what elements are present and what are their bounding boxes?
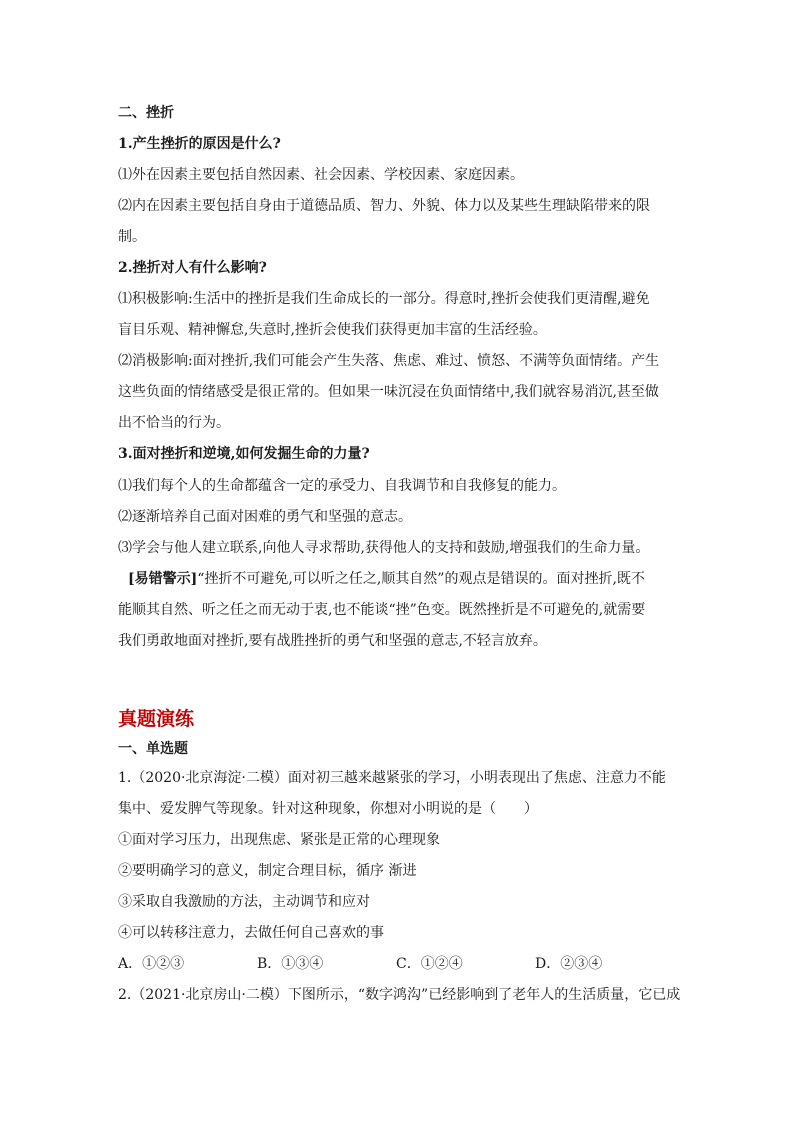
answer-option-c[interactable]: C．①②④ [396, 956, 463, 972]
paragraph: ⑵内在因素主要包括自身由于道德品质、智力、外貌、体力以及某些生理缺陷带来的限 [118, 198, 650, 214]
paragraph: 出不恰当的行为。 [118, 415, 230, 431]
paragraph: 盲目乐观、精神懈怠,失意时,挫折会使我们获得更加丰富的生活经验。 [118, 322, 547, 338]
statement-item: ②要明确学习的意义，制定合理目标，循序 渐进 [118, 863, 417, 879]
practice-title: 真题演练 [118, 708, 195, 730]
paragraph: ⑴积极影响:生活中的挫折是我们生命成长的一部分。得意时,挫折会使我们更清醒,避免 [118, 291, 650, 307]
question-stem: 1.（2020·北京海淀·二模）面对初三越来越紧张的学习，小明表现出了焦虑、注意力不能 [118, 770, 666, 786]
question-title-1: 1.产生挫折的原因是什么? [118, 136, 281, 152]
warning-label: [易错警示] [128, 571, 198, 587]
answer-option-a[interactable]: A．①②③ [118, 956, 185, 972]
paragraph: ⑵消极影响:面对挫折,我们可能会产生失落、焦虑、难过、愤怒、不满等负面情绪。产生 [118, 353, 660, 369]
practice-subheading: 一、单选题 [118, 741, 188, 757]
warning-paragraph [128, 569, 645, 589]
statement-item: ④可以转移注意力，去做任何自己喜欢的事 [118, 925, 384, 941]
paragraph: 我们勇敢地面对挫折,要有战胜挫折的勇气和坚强的意志,不轻言放弃。 [118, 633, 547, 649]
paragraph: ⑵逐渐培养自己面对困难的勇气和坚强的意志。 [118, 509, 412, 525]
paragraph: ⑶学会与他人建立联系,向他人寻求帮助,获得他人的支持和鼓励,增强我们的生命力量。 [118, 540, 650, 556]
question-title-2: 2.挫折对人有什么影响? [118, 260, 267, 276]
statement-item: ①面对学习压力，出现焦虑、紧张是正常的心理现象 [118, 832, 440, 848]
paragraph: ⑴我们每个人的生命都蕴含一定的承受力、自我调节和自我修复的能力。 [118, 478, 566, 494]
question-title-3: 3.面对挫折和逆境,如何发掘生命的力量? [118, 446, 370, 462]
warning-text: “挫折不可避免,可以听之任之,顺其自然”的观点是错误的。面对挫折,既不 [197, 571, 645, 587]
question-stem: 2.（2021·北京房山·二模）下图所示，“数字鸿沟”已经影响到了老年人的生活质量，它已成 [118, 987, 681, 1003]
paragraph: 能顺其自然、听之任之而无动于衷,也不能谈“挫”色变。既然挫折是不可避免的,就需要 [118, 602, 646, 618]
paragraph: ⑴外在因素主要包括自然因素、社会因素、学校因素、家庭因素。 [118, 167, 524, 183]
statement-item: ③采取自我激励的方法，主动调节和应对 [118, 894, 370, 910]
answer-option-d[interactable]: D．②③④ [535, 956, 603, 972]
question-stem: 集中、爱发脾气等现象。针对这种现象，你想对小明说的是（ ） [118, 801, 538, 817]
section-heading: 二、挫折 [118, 105, 174, 121]
paragraph: 这些负面的情绪感受是很正常的。但如果一味沉浸在负面情绪中,我们就容易消沉,甚至做 [118, 384, 659, 400]
answer-option-b[interactable]: B．①③④ [257, 956, 324, 972]
paragraph: 制。 [118, 229, 146, 245]
